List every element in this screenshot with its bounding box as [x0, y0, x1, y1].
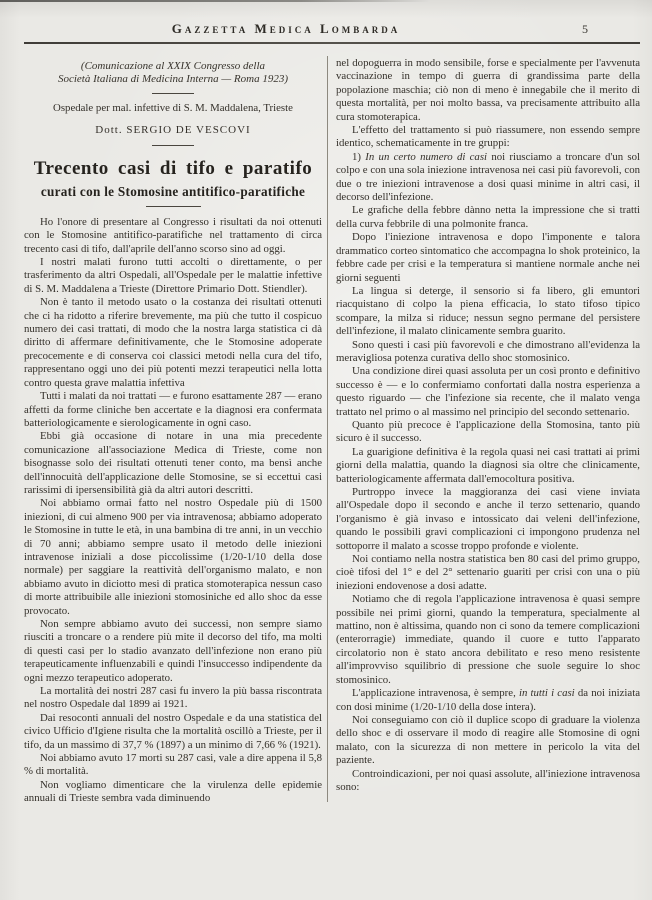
left-column [24, 54, 322, 806]
text-run: 1) [352, 150, 366, 163]
text-run: La mortalità dei nostri 287 casi fu invero la più bassa riscontrata nel nostro Ospedale dal 1899 ai 1921. [24, 685, 322, 711]
text-run: Noi abbiamo ormai fatto nel nostro Ospedale più di 1500 iniezioni, di cui almeno 900 per via intravenosa; abbiamo adoperato le Stomosine in tutte le età, in una bambina di tre anni, in un vecchio di 70 anni; abbiamo sempre usato il metodo delle iniezioni intravenose iniziali a dose piccolissime (1/20-1/10 della dose normale) per saggiare la reattività dell'organismo malato, e non abbiamo avuto in diciotto mesi di pratica stomoterapica nessun caso di morte attribuibile alle iniezioni stomosiniche ed allo shoc da esse provocato. [24, 497, 322, 617]
paragraph [336, 446, 640, 486]
column-divider-rule [327, 56, 328, 802]
text-run: Dai resoconti annuali del nostro Ospedale e da una statistica del civico Ufficio d'Igiene risulta che la mortalità oscillò a Trieste, per il tifo, da un massimo di 37,7 % (1897) a un minimo di 7,66 % (1921). [24, 711, 322, 751]
text-run: L'applicazione intravenosa, è sempre, [352, 687, 519, 700]
text-run: Ebbi già occasione di notare in una mia precedente comunicazione all'associazione Medica di Trieste, come non bisognasse solo dei risultati ottenuti tener conto, ma bensì anche dell'innocuità dell'applicazione delle Stomosine, se si eccettui casi rarissimi di ipersensibilità già da altri autori descritti. [24, 430, 322, 496]
scan-edge-artifact [0, 0, 430, 2]
paragraph [24, 712, 322, 752]
text-run: Sono questi i casi più favorevoli e che dimostrano all'evidenza la meravigliosa potenza curativa dello shoc stomosinico. [336, 338, 640, 364]
left-column-text [24, 216, 322, 806]
paragraph [24, 779, 322, 806]
paragraph [336, 365, 640, 419]
text-run: Quanto più precoce è l'applicazione della Stomosina, tanto più sicuro è il successo. [336, 418, 640, 445]
author-line: Dott. SERGIO DE VESCOVI [95, 124, 251, 137]
text-run: Noi conseguiamo con ciò il duplice scopo di graduare la violenza dello shoc e di osservare il modo di reagire alle Stomosine di ogni malato, con la sicurezza di non mettere in pericolo la vita del paziente. [336, 713, 640, 767]
paragraph [336, 151, 640, 205]
paragraph [336, 687, 640, 714]
text-run: Non sempre abbiamo avuto dei successi, non sempre siamo riusciti a troncare o a rendere più mite il decorso del tifo, ma molti di questi casi per lo stadio avanzato dell'infezione non erano più terapeuticamente influenzabili e quindi l'insuccesso indipendente da ogni mezzo terapeutico adoperato. [24, 618, 322, 684]
paragraph [24, 618, 322, 685]
communication-line-1: (Comunicazione al XXIX Congresso della [80, 60, 266, 72]
paragraph [24, 752, 322, 779]
article-subtitle: curati con le Stomosine antitifico-paratifiche [40, 183, 306, 199]
right-column [336, 54, 640, 794]
hospital-line: Ospedale per mal. infettive di S. M. Maddalena, Trieste [53, 102, 293, 114]
page-number: 5 [582, 22, 588, 36]
communication-line-2: Società Italiana di Medicina Interna — Roma 1923) [57, 73, 289, 85]
article-masthead [24, 60, 322, 207]
text-run: Noi abbiamo avuto 17 morti su 287 casi, vale a dire appena il 5,8 % di mortalità. [24, 752, 322, 778]
paragraph [336, 593, 640, 687]
paragraph [24, 216, 322, 256]
paragraph [336, 714, 640, 768]
journal-masthead-title: Gazzetta Medica Lombarda [171, 21, 401, 36]
article-title: Trecento casi di tifo e paratifo [33, 157, 313, 179]
paragraph [336, 419, 640, 446]
text-run: in tutti i casi [518, 687, 575, 700]
text-run: Non è tanto il metodo usato o la costanza dei risultati ottenuti che ci ha ridotto a riferire brevemente, ma più che tutto il cospicuo numero dei casi trattati, di modo che la nostra larga statistica ci dà diritto di affermare definitivamente, che le Stomosine adoperate precocemente e di conserva coi classici metodi nella cura del tifo, rappresentano oggi uno dei più potenti mezzi terapeutici nella lotta contro questa grave malattia infettiva [24, 296, 322, 389]
text-run: Le grafiche della febbre dànno netta la impressione che si tratti della curva febbrile di una polmonite franca. [336, 204, 640, 230]
separator-rule [152, 93, 194, 94]
right-column-text [336, 57, 640, 794]
text-run: Notiamo che di regola l'applicazione intravenosa è quasi sempre possibile nei primi giorni, quando la temperatura, specialmente al mattino, non è altissima, quando non ci sono da temere complicazioni (enterorragie) immediate, quando il cuore e tutto l'apparato circolatorio non è stato ancora debilitato e reso meno resistente all'improvviso squilibrio di pressione che suole seguire lo shoc stomosinico. [336, 593, 640, 686]
text-run: In un certo numero di casi [365, 150, 488, 163]
text-run: L'effetto del trattamento si può riassumere, non essendo sempre identico, schematicamente in tre gruppi: [336, 124, 640, 150]
text-run: Tutti i malati da noi trattati — e furono esattamente 287 — erano affetti da forme cliniche ben accertate e la diagnosi era confermata batteriologicamente e sierologicamente in ogni caso. [24, 390, 322, 429]
paragraph [336, 285, 640, 339]
text-run: La lingua si deterge, il sensorio si fa libero, gli emuntori riacquistano di colpo la piena efficacia, lo stato tifoso tipico scompare, la milza si riduce; nessun segno permane del persistere dell'infezione, il malato clinicamente sembra guarito. [336, 284, 640, 338]
paragraph [336, 486, 640, 553]
paragraph [336, 231, 640, 285]
paragraph [336, 57, 640, 124]
text-run: Una condizione direi quasi assoluta per un così pronto e definitivo successo è — e lo confermiamo confortati dalla nostra esperienza a questo riguardo — che l'infezione sia recente, che il malato venga trattato nel primo o al massimo nel principio del secondo settenario. [336, 365, 640, 418]
paragraph [24, 430, 322, 497]
separator-rule [146, 206, 201, 207]
paragraph [24, 497, 322, 618]
paragraph [24, 256, 322, 296]
text-run: Dopo l'iniezione intravenosa e dopo l'imponente e talora drammatico corteo sintomatico che accompagna lo shok proteinico, la febbre cade per crisi e la temperatura si mantiene normale anche nei giorni seguenti [336, 231, 640, 284]
paragraph [24, 685, 322, 712]
text-run: La guarigione definitiva è la regola quasi nei casi trattati ai primi giorni della malattia, quando la diagnosi sia oltre che clinicamente, batteriologicamente affermata dall'emocoltura positiva. [336, 445, 640, 485]
text-run: Ho l'onore di presentare al Congresso i risultati da noi ottenuti con le Stomosine antitifico-paratifiche nel trattamento di circa trecento casi di tifo, dall'aprile dell'anno scorso sino ad oggi. [24, 215, 322, 255]
paragraph [336, 339, 640, 366]
text-run: Non vogliamo dimenticare che la virulenza delle epidemie annuali di Trieste sembra vada diminuendo [24, 778, 322, 805]
text-run: Noi contiamo nella nostra statistica ben 80 casi del primo gruppo, cioè tifosi del 1° e del 2° settenario guariti per crisi con una o più iniezioni endovenose a dosi adatte. [336, 553, 640, 592]
paragraph [336, 768, 640, 795]
header-rule [24, 42, 640, 44]
text-run: noi riusciamo a troncare d'un sol colpo e con una sola iniezione intravenosa nei casi più favorevoli, con due o tre iniezioni intravenose a dosi quasi minime in altri casi, il decorso dell'infezione. [336, 150, 640, 204]
text-run: da noi iniziata con dosi minime (1/20-1/10 della dose intera). [336, 687, 640, 713]
paragraph [24, 296, 322, 390]
paragraph [336, 553, 640, 593]
paragraph [336, 204, 640, 231]
text-run: nel dopoguerra in modo sensibile, forse e specialmente per l'avvenuta vaccinazione in tempo di guerra di grandissima parte della popolazione maschia; ciò non di meno è innegabile che il merito di questa mortalità, per noi molto bassa, va precisamente attribuito alla cura stomoterapica. [336, 57, 640, 123]
paragraph [24, 390, 322, 430]
communication-note [24, 60, 322, 86]
text-run: Purtroppo invece la maggioranza dei casi viene inviata all'Ospedale dopo il secondo e anche il terzo settenario, quando l'organismo è già invaso e intossicato dai veleni dell'infezione, quando le possibili gravi complicazioni ci impongono prudenza nel sottoporre il malato a scosse troppo profonde e violente. [336, 486, 640, 552]
separator-rule [152, 145, 194, 146]
text-run: Controindicazioni, per noi quasi assolute, all'iniezione intravenosa sono: [336, 767, 640, 793]
paragraph [336, 124, 640, 151]
text-run: I nostri malati furono tutti accolti o direttamente, o per trasferimento da altri Ospedali, all'Ospedale per le malattie infettive di S. M. Maddalena a Trieste (Direttore Primario Dott. Stiendler). [24, 256, 322, 295]
